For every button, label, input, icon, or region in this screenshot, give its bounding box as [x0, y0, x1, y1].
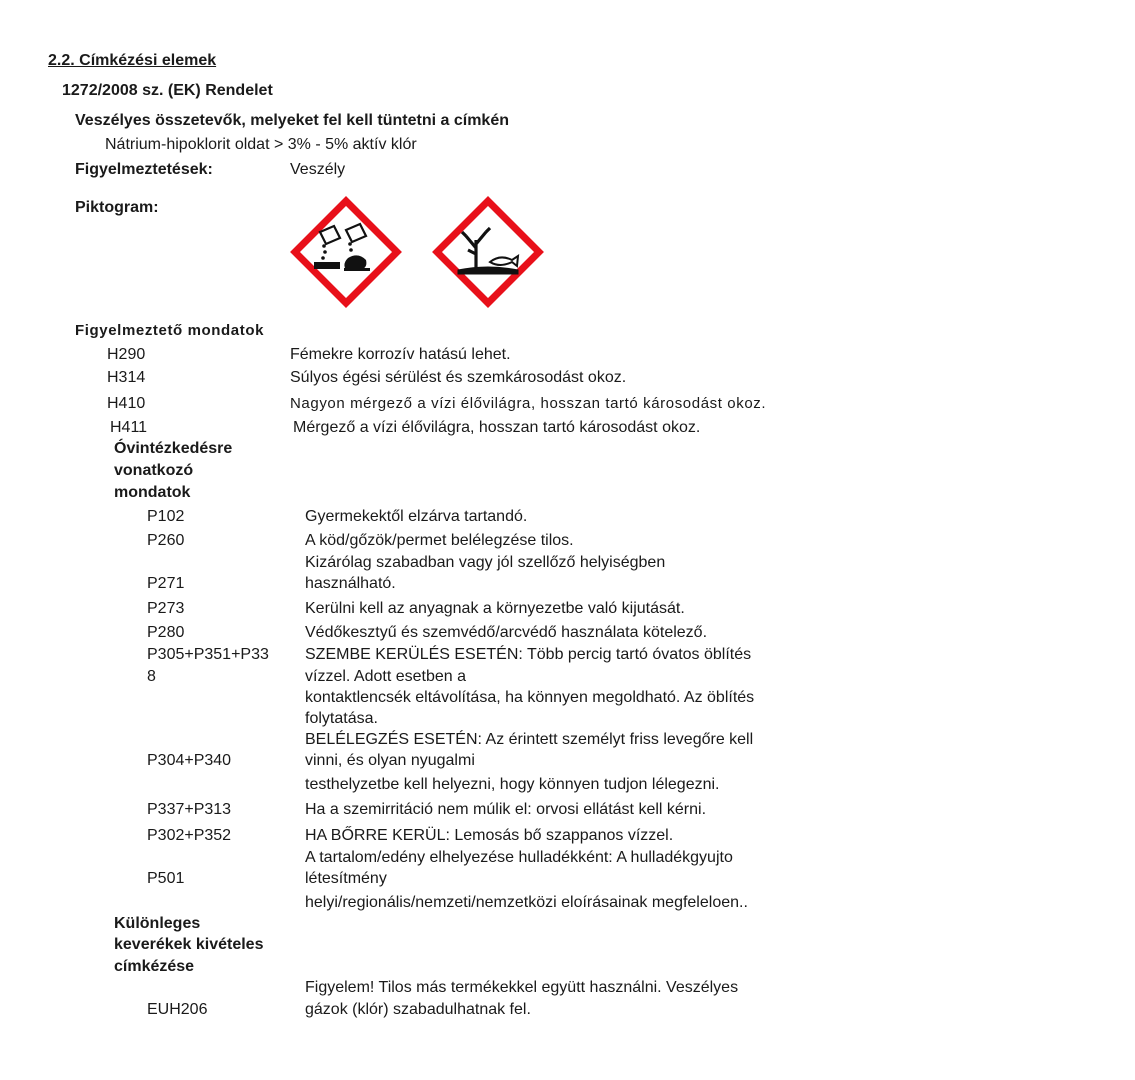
- section-title: 2.2. Címkézési elemek: [48, 52, 217, 69]
- precautionary-heading-line: Óvintézkedésre: [114, 440, 233, 457]
- precaution-code: P305+P351+P33: [147, 646, 269, 663]
- precaution-text: SZEMBE KERÜLÉS ESETÉN: Több percig tartó óvatos öblítés: [305, 646, 752, 663]
- precaution-text: testhelyzetbe kell helyezni, hogy könnyen tudjon lélegezni.: [305, 776, 720, 793]
- precaution-code: P102: [147, 508, 185, 525]
- precautionary-heading-line: mondatok: [114, 484, 191, 501]
- hazard-text: Fémekre korrozív hatású lehet.: [290, 346, 511, 363]
- precaution-text: folytatása.: [305, 710, 378, 727]
- special-labelling-heading-line: Különleges: [114, 915, 201, 932]
- special-labelling-heading-line: keverékek kivételes: [114, 936, 264, 953]
- precaution-code: 8: [147, 668, 156, 685]
- precaution-text: Kizárólag szabadban vagy jól szellőző helyiségben: [305, 554, 666, 571]
- precaution-code: P271: [147, 575, 185, 592]
- precaution-code: P304+P340: [147, 752, 232, 769]
- precaution-text: létesítmény: [305, 870, 387, 887]
- precaution-text: A köd/gőzök/permet belélegzése tilos.: [305, 532, 574, 549]
- precautionary-heading-line: vonatkozó: [114, 462, 194, 479]
- precaution-text: kontaktlencsék eltávolítása, ha könnyen megoldható. Az öblítés: [305, 689, 755, 706]
- regulation-title: 1272/2008 sz. (EK) Rendelet: [62, 82, 273, 99]
- hazardous-component-item: Nátrium-hipoklorit oldat > 3% - 5% aktív klór: [105, 136, 417, 153]
- signal-word-label: Figyelmeztetések:: [75, 161, 213, 178]
- precaution-text: BELÉLEGZÉS ESETÉN: Az érintett személyt friss levegőre kell: [305, 731, 754, 748]
- precaution-text: helyi/regionális/nemzeti/nemzetközi eloírásainak megfeleloen..: [305, 894, 748, 911]
- precaution-text: Gyermekektől elzárva tartandó.: [305, 508, 528, 525]
- special-labelling-heading-line: címkézése: [114, 958, 195, 975]
- precaution-text: Ha a szemirritáció nem múlik el: orvosi ellátást kell kérni.: [305, 801, 707, 818]
- hazard-statements-heading: Figyelmeztető mondatok: [75, 322, 265, 339]
- signal-word-value: Veszély: [290, 161, 346, 178]
- precaution-text: Védőkesztyű és szemvédő/arcvédő használata kötelező.: [305, 624, 708, 641]
- environment-pictogram-icon: [432, 196, 544, 308]
- special-labelling-text: gázok (klór) szabadulhatnak fel.: [305, 1001, 531, 1018]
- hazard-code: H410: [107, 395, 146, 412]
- precaution-code: P280: [147, 624, 185, 641]
- precaution-text: A tartalom/edény elhelyezése hulladékként: A hulladékgyujto: [305, 849, 733, 866]
- hazard-code: H411: [110, 419, 148, 436]
- precaution-code: P260: [147, 532, 185, 549]
- hazard-text: Nagyon mérgező a vízi élővilágra, hosszan tartó károsodást okoz.: [290, 395, 767, 412]
- precaution-code: P273: [147, 600, 185, 617]
- hazard-text: Súlyos égési sérülést és szemkárosodást okoz.: [290, 369, 627, 386]
- pictogram-label: Piktogram:: [75, 199, 159, 216]
- precaution-code: P302+P352: [147, 827, 232, 844]
- hazard-text: Mérgező a vízi élővilágra, hosszan tartó károsodást okoz.: [293, 419, 701, 436]
- special-labelling-code: EUH206: [147, 1001, 208, 1018]
- hazardous-components-heading: Veszélyes összetevők, melyeket fel kell tüntetni a címkén: [75, 112, 509, 129]
- precaution-text: használható.: [305, 575, 396, 592]
- precaution-code: P337+P313: [147, 801, 232, 818]
- special-labelling-text: Figyelem! Tilos más termékekkel együtt használni. Veszélyes: [305, 979, 739, 996]
- precaution-text: Kerülni kell az anyagnak a környezetbe való kijutását.: [305, 600, 685, 617]
- hazard-code: H290: [107, 346, 146, 363]
- precaution-text: vinni, és olyan nyugalmi: [305, 752, 475, 769]
- corrosion-pictogram-icon: [290, 196, 402, 308]
- precaution-text: vízzel. Adott esetben a: [305, 668, 466, 685]
- hazard-code: H314: [107, 369, 146, 386]
- precaution-code: P501: [147, 870, 185, 887]
- precaution-text: HA BŐRRE KERÜL: Lemosás bő szappanos vízzel.: [305, 827, 674, 844]
